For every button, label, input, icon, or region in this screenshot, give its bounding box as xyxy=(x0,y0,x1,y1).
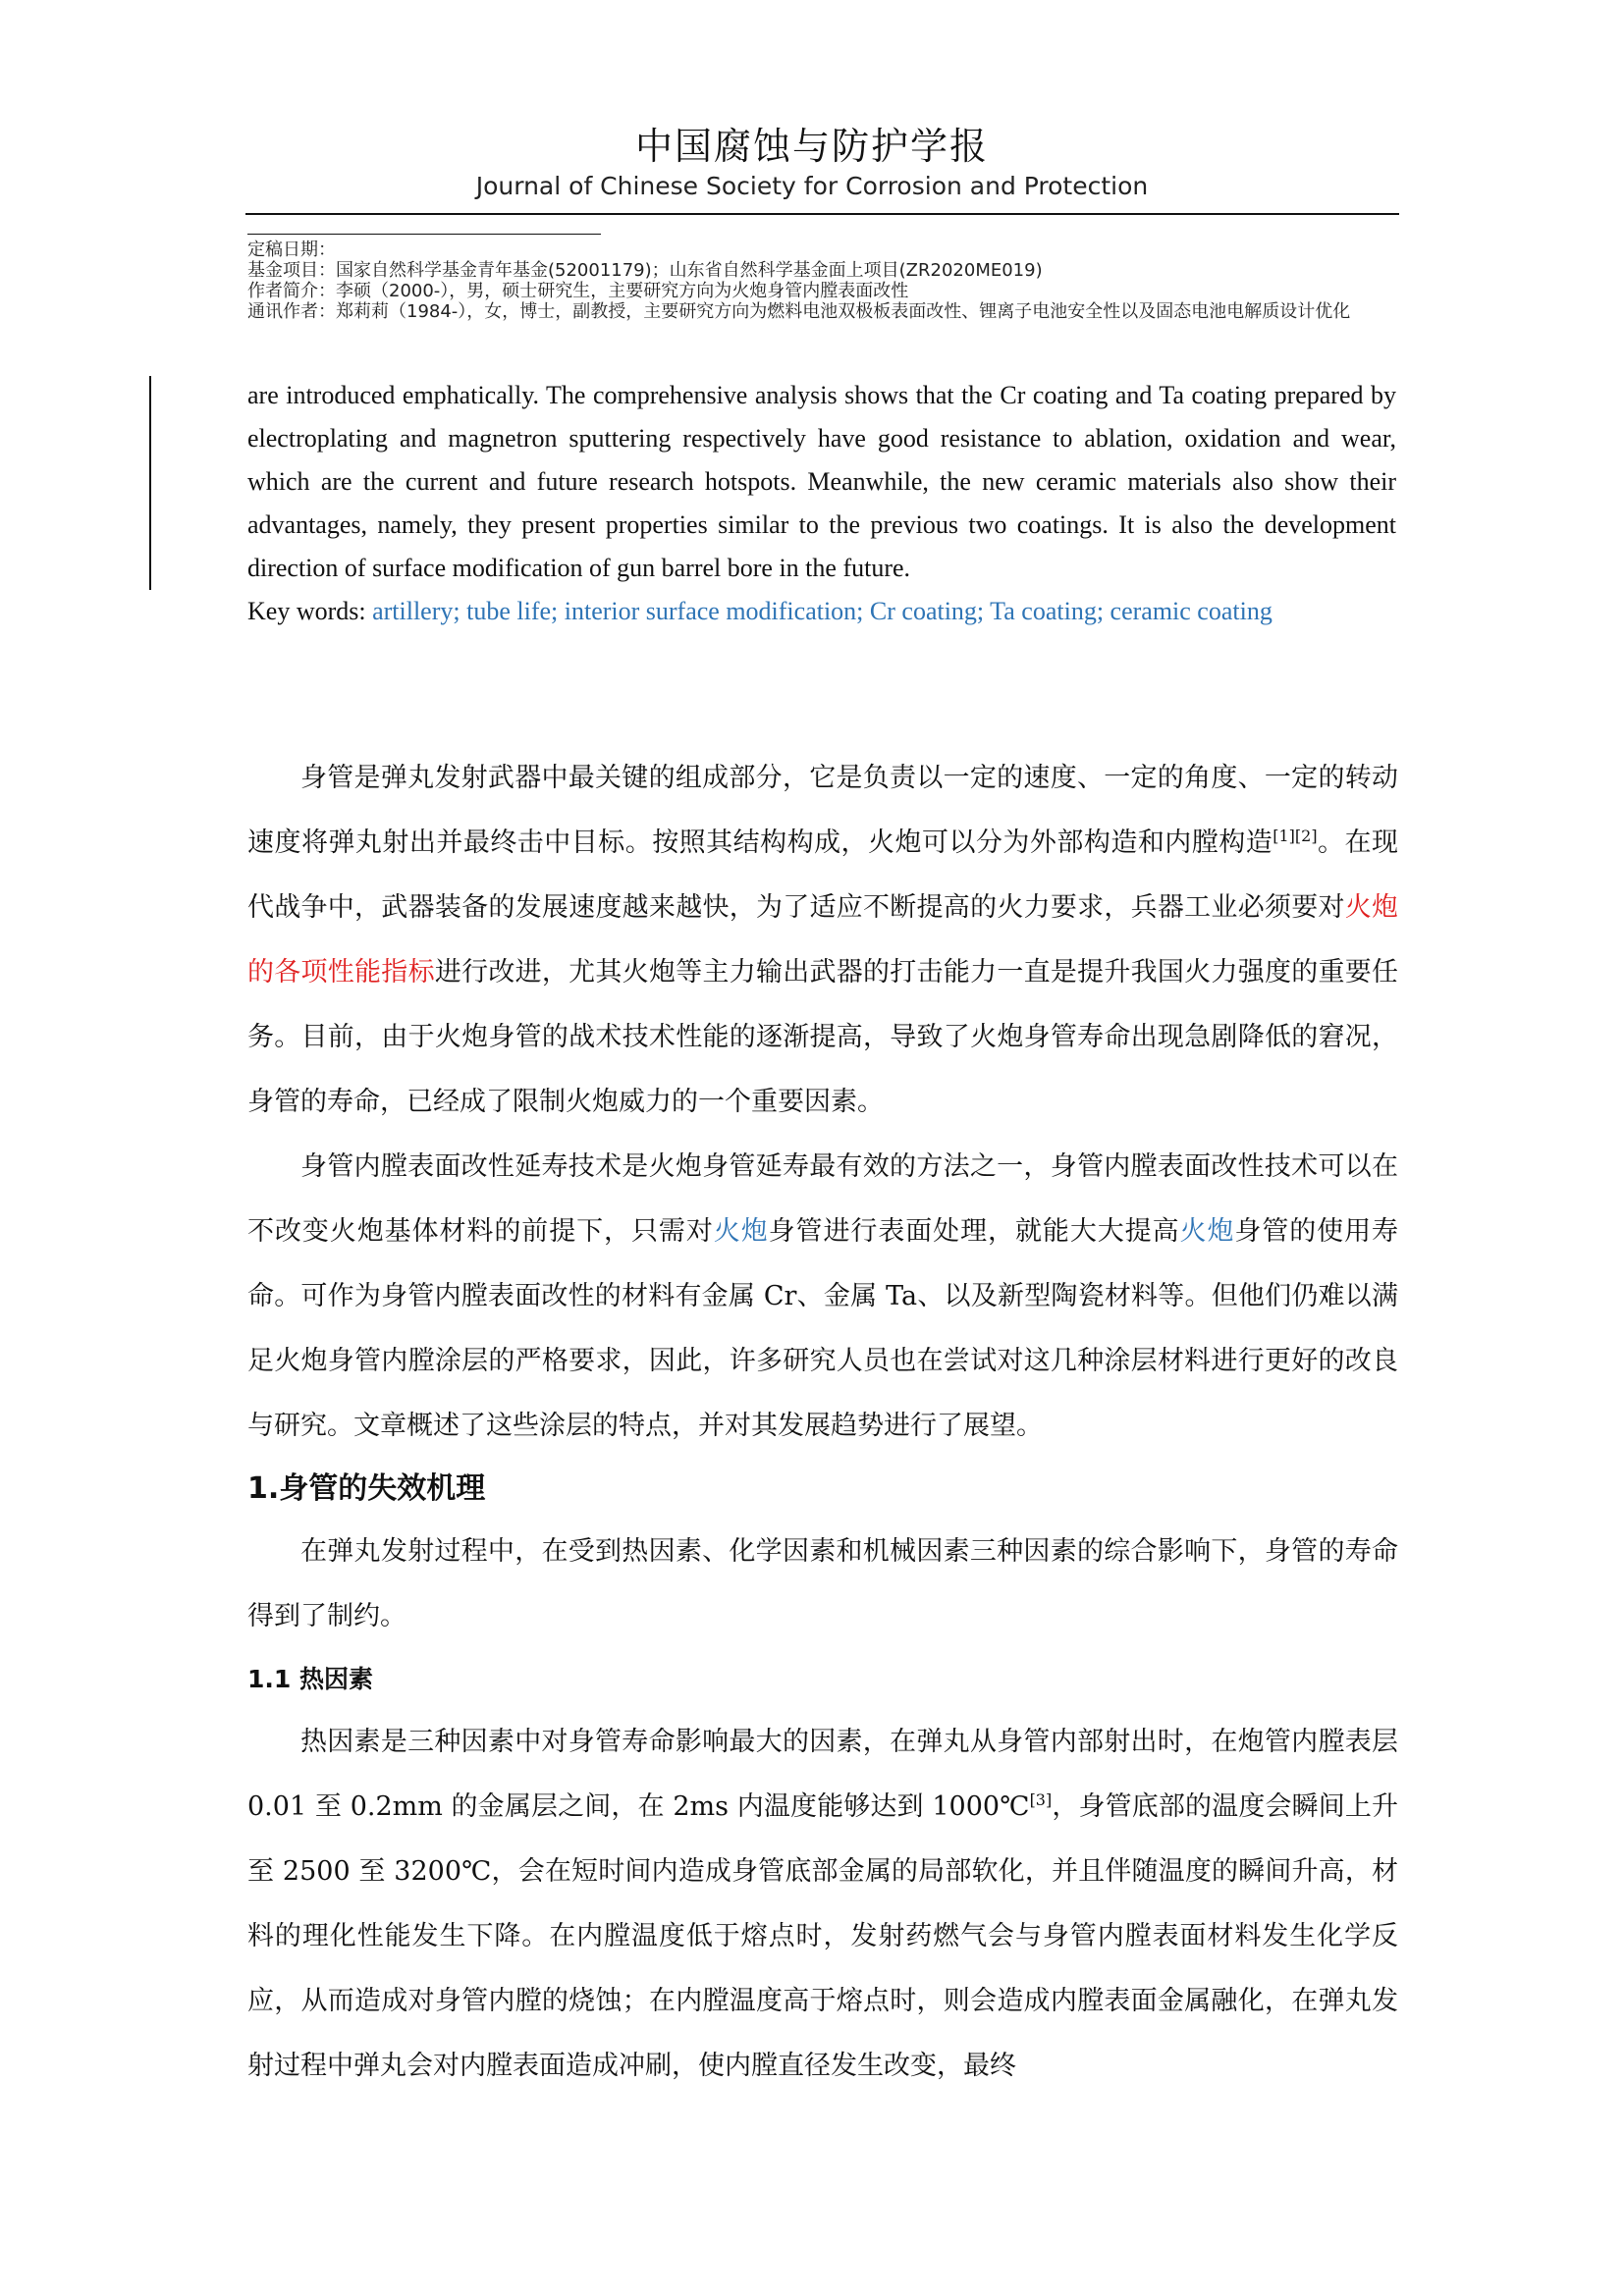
paragraph-failure: 在弹丸发射过程中，在受到热因素、化学因素和机械因素三种因素的综合影响下，身管的寿命得到了制约。 xyxy=(247,1536,1398,1631)
paragraph-thermal xyxy=(247,1710,1398,2099)
footnote-date xyxy=(247,240,1398,260)
footnote-author xyxy=(247,281,1398,301)
paragraph-intro xyxy=(247,746,1398,1135)
footnote-label: 通讯作者： xyxy=(247,301,336,322)
paragraph-modification xyxy=(247,1135,1398,1459)
footnote-label: 定稿日期： xyxy=(247,240,336,260)
footnote-text: 李硕（2000-），男，硕士研究生，主要研究方向为火炮身管内膛表面改性 xyxy=(336,281,909,301)
abstract-section xyxy=(247,374,1396,633)
subsection-heading: 1.1 热因素 xyxy=(247,1665,373,1693)
footnote-funding xyxy=(247,260,1398,281)
keywords-values: artillery; tube life; interior surface modification; Cr coating; Ta coating; ceramic coating xyxy=(372,597,1272,625)
text-run: 身管是弹丸发射武器中最关键的组成部分，它是负责以一定的速度、一定的角度、一定的转动速度将弹丸射出并最终击中目标。按照其结构构成，火炮可以分为外部构造和内膛构造 xyxy=(247,763,1398,858)
text-run: 身管的使用寿命。可作为身管内膛表面改性的材料有金属 Cr、金属 Ta、以及新型陶瓷材料等。但他们仍难以满足火炮身管内膛涂层的严格要求，因此，许多研究人员也在尝试对这几种涂层材料进行更好的改良与研究。文章概述了这些涂层的特点，并对其发展趋势进行了展望。 xyxy=(247,1216,1399,1441)
text-run: ，身管底部的温度会瞬间上升至 2500 至 3200℃，会在短时间内造成身管底部金属的局部软化，并且伴随温度的瞬间升高，材料的理化性能发生下降。在内膛温度低于熔点时，发射药燃气会与身管内膛表面材料发生化学反应，从而造成对身管内膛的烧蚀；在内膛温度高于熔点时，则会造成内膛表面金属融化，在弹丸发射过程中弹丸会对内膛表面造成冲刷，使内膛直径发生改变，最终 xyxy=(247,1791,1398,2081)
footnotes xyxy=(247,240,1398,322)
text-run: 身管内膛表面改性延寿技术是火炮身管延寿最有效的方法之一，身管内膛表面改性技术可以在不改变火炮基体材料的前提下，只需对 xyxy=(247,1151,1398,1247)
highlighted-text: 火炮 xyxy=(1179,1216,1235,1247)
footnote-corresponding-author xyxy=(247,301,1398,322)
footnote-text: 郑莉莉（1984-），女，博士，副教授，主要研究方向为燃料电池双极板表面改性、锂离子电池安全性以及固态电池电解质设计优化 xyxy=(336,301,1351,322)
section-heading: 1.身管的失效机理 xyxy=(247,1471,486,1506)
footnote-label: 作者简介： xyxy=(247,281,336,301)
change-bar xyxy=(149,376,151,590)
citation: [3] xyxy=(1029,1790,1053,1809)
citation: [1][2] xyxy=(1272,827,1318,845)
keywords xyxy=(247,590,1396,633)
highlighted-text: 火炮的各项性能指标 xyxy=(247,892,1399,988)
header-rule xyxy=(245,213,1399,215)
text-run: 热因素是三种因素中对身管寿命影响最大的因素，在弹丸从身管内部射出时，在炮管内膛表层 0.01 至 0.2mm 的金属层之间，在 2ms 内温度能够达到 1000℃ xyxy=(247,1727,1398,1822)
footnote-label: 基金项目： xyxy=(247,260,336,281)
footnote-rule xyxy=(247,234,601,235)
footnote-text: 国家自然科学基金青年基金(52001179)；山东省自然科学基金面上项目(ZR2020ME019) xyxy=(336,260,1043,281)
text-run: 进行改进，尤其火炮等主力输出武器的打击能力一直是提升我国火力强度的重要任务。目前，由于火炮身管的战术技术性能的逐渐提高，导致了火炮身管寿命出现急剧降低的窘况，身管的寿命，已经成了限制火炮威力的一个重要因素。 xyxy=(247,957,1399,1117)
keywords-label: Key words: xyxy=(247,597,373,625)
highlighted-text: 火炮 xyxy=(713,1216,769,1247)
text-run: 身管进行表面处理，就能大大提高 xyxy=(768,1216,1180,1247)
body-text xyxy=(247,746,1398,2099)
abstract-text: are introduced emphatically. The comprehensive analysis shows that the Cr coating and Ta coating prepared by electroplating and magnetron sputtering respectively have good resistance to ablation, oxidation and wear, which are the current and future research hotspots. Meanwhile, the new ceramic materials also show their advantages, namely, they present properties similar to the previous two coatings. It is also the development direction of surface modification of gun barrel bore in the future. xyxy=(247,381,1396,582)
text-run: 。在现代战争中，武器装备的发展速度越来越快，为了适应不断提高的火力要求，兵器工业必须要对 xyxy=(247,828,1399,923)
journal-title-en: Journal of Chinese Society for Corrosion and Protection xyxy=(475,172,1149,200)
journal-title-cn: 中国腐蚀与防护学报 xyxy=(634,125,989,168)
